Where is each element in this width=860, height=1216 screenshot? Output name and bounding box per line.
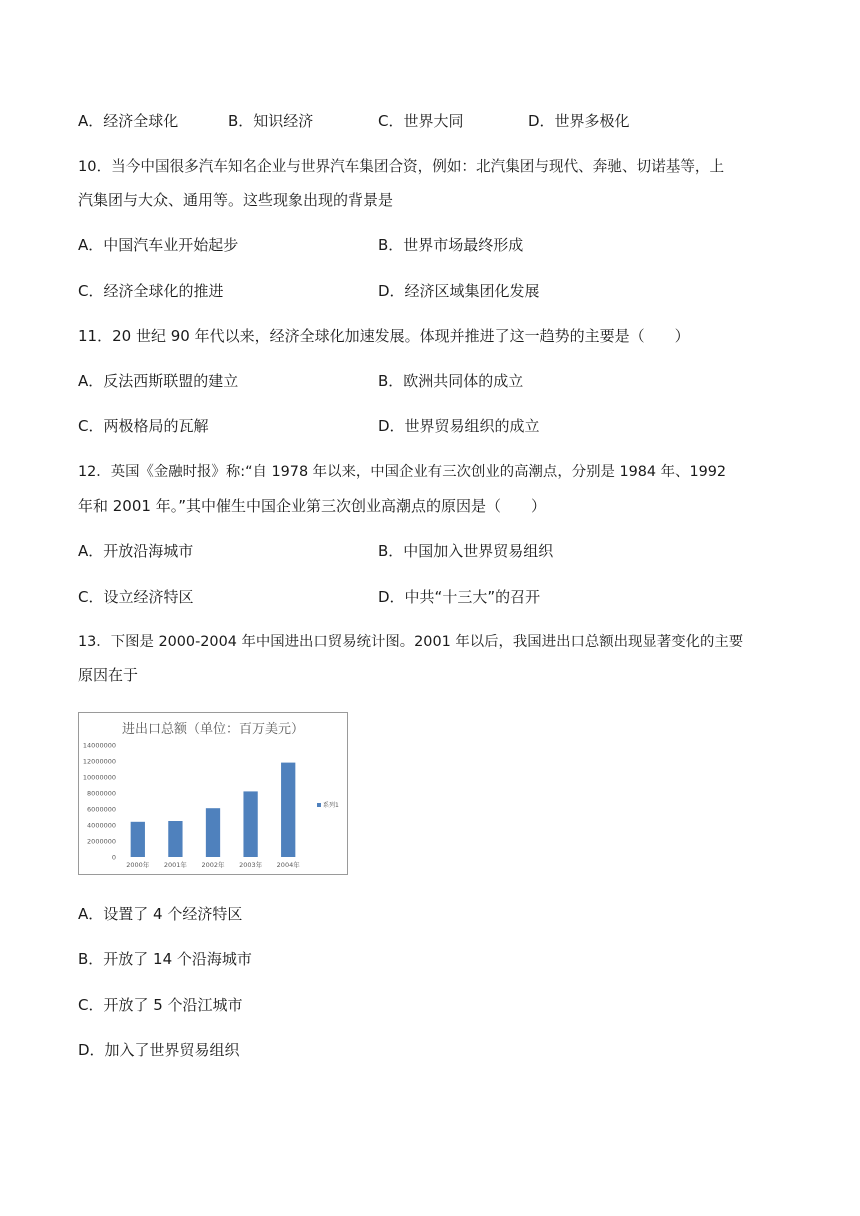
- q11-stem-line1: 11．20 世纪 90 年代以来，经济全球化加速发展。体现并推进了这一趋势的主要是（ ）: [78, 327, 690, 345]
- q13-option-b: B．开放了 14 个沿海城市: [78, 950, 252, 968]
- y-tick-label: 8000000: [87, 789, 116, 798]
- q10-option-b: B．世界市场最终形成: [378, 236, 524, 254]
- bar: [206, 808, 220, 857]
- q9-option-b: B．知识经济: [228, 112, 314, 130]
- q10-option-a: A．中国汽车业开始起步: [78, 236, 239, 254]
- y-tick-label: 0: [111, 853, 116, 862]
- q9-option-d: D．世界多极化: [528, 112, 630, 130]
- x-tick-label: 2003年: [239, 861, 263, 869]
- legend-label: 系列1: [323, 802, 339, 809]
- trade-chart: [78, 712, 348, 875]
- bar: [281, 763, 295, 857]
- x-tick-label: 2002年: [201, 861, 225, 869]
- x-tick-label: 2004年: [276, 861, 300, 869]
- q13-option-c: C．开放了 5 个沿江城市: [78, 996, 243, 1014]
- q12-option-b: B．中国加入世界贸易组织: [378, 542, 554, 560]
- y-tick-label: 14000000: [82, 741, 116, 750]
- chart-svg: [79, 713, 347, 874]
- q13-option-a: A．设置了 4 个经济特区: [78, 905, 243, 923]
- bar: [131, 822, 145, 857]
- q13-stem-line1: 13．下图是 2000-2004 年中国进出口贸易统计图。2001 年以后，我国进出口总额出现显著变化的主要: [78, 634, 744, 650]
- legend-swatch: [317, 803, 321, 807]
- q12-option-a: A．开放沿海城市: [78, 542, 194, 560]
- q10-option-c: C．经济全球化的推进: [78, 282, 224, 300]
- q11-option-c: C．两极格局的瓦解: [78, 417, 209, 435]
- q9-option-a: A．经济全球化: [78, 112, 179, 130]
- q13-option-d: D．加入了世界贸易组织: [78, 1041, 240, 1059]
- q12-stem-line2: 年和 2001 年。”其中催生中国企业第三次创业高潮点的原因是（ ）: [78, 497, 546, 515]
- q11-option-d: D．世界贸易组织的成立: [378, 417, 540, 435]
- bar: [243, 791, 257, 857]
- q10-stem-line2: 汽集团与大众、通用等。这些现象出现的背景是: [78, 191, 394, 209]
- q12-option-c: C．设立经济特区: [78, 588, 194, 606]
- q10-option-d: D．经济区域集团化发展: [378, 282, 540, 300]
- y-tick-label: 4000000: [87, 821, 116, 830]
- q12-stem-line1: 12．英国《金融时报》称:“自 1978 年以来，中国企业有三次创业的高潮点，分别是 1984 年、1992: [78, 464, 727, 480]
- q11-option-a: A．反法西斯联盟的建立: [78, 372, 239, 390]
- x-tick-label: 2000年: [126, 861, 150, 869]
- q12-option-d: D．中共“十三大”的召开: [378, 588, 541, 606]
- q10-stem-line1: 10．当今中国很多汽车知名企业与世界汽车集团合资，例如：北汽集团与现代、奔驰、切诺基等，上: [78, 158, 725, 175]
- y-tick-label: 2000000: [87, 837, 116, 846]
- q9-option-c: C．世界大同: [378, 112, 464, 130]
- y-tick-label: 6000000: [87, 805, 116, 814]
- q13-stem-line2: 原因在于: [78, 666, 139, 684]
- y-tick-label: 12000000: [82, 757, 116, 766]
- x-tick-label: 2001年: [163, 861, 187, 869]
- chart-title: 进出口总额（单位：百万美元）: [121, 722, 305, 737]
- y-tick-label: 10000000: [82, 773, 116, 782]
- q11-option-b: B．欧洲共同体的成立: [378, 372, 524, 390]
- bar: [168, 821, 182, 857]
